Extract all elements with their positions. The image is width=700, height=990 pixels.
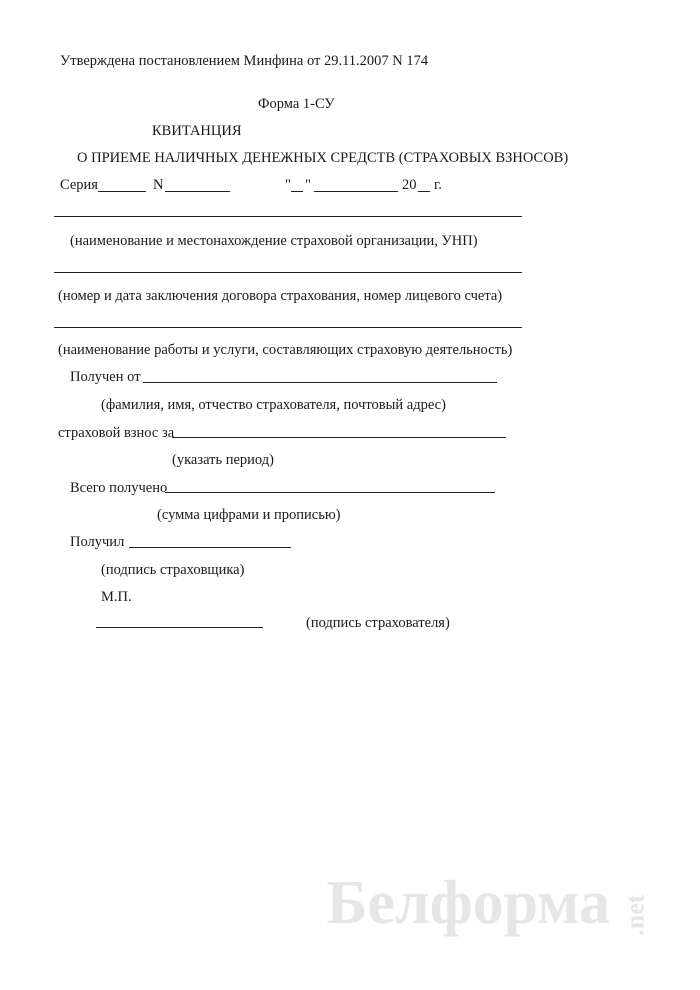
number-label: N: [153, 177, 164, 193]
series-label: Серия: [60, 177, 98, 193]
received-from-field[interactable]: [143, 382, 497, 383]
number-field[interactable]: [165, 191, 230, 192]
org-hint: (наименование и местонахождение страховой организации, УНП): [70, 233, 478, 249]
insured-signature-field[interactable]: [96, 627, 263, 628]
stamp-label: М.П.: [101, 589, 132, 605]
contract-hint: (номер и дата заключения договора страхования, номер лицевого счета): [58, 288, 503, 304]
document-subtitle: О ПРИЕМЕ НАЛИЧНЫХ ДЕНЕЖНЫХ СРЕДСТВ (СТРАХОВЫХ ВЗНОСОВ): [77, 150, 569, 166]
year-prefix: 20: [402, 177, 417, 193]
premium-for-label: страховой взнос за: [58, 425, 175, 441]
series-field[interactable]: [98, 191, 146, 192]
month-field[interactable]: [314, 191, 398, 192]
total-label: Всего получено: [70, 480, 168, 496]
document-title: КВИТАНЦИЯ: [152, 123, 242, 139]
received-from-label: Получен от: [70, 369, 141, 385]
activity-hint: (наименование работы и услуги, составляющих страховую деятельность): [58, 342, 513, 358]
insured-sign-hint: (подпись страхователя): [306, 615, 450, 631]
form-number: Форма 1-СУ: [258, 96, 335, 112]
sum-hint: (сумма цифрами и прописью): [157, 507, 341, 523]
day-field[interactable]: [291, 191, 303, 192]
year-field[interactable]: [418, 191, 430, 192]
quote-close: ": [305, 177, 311, 193]
watermark-suffix: .net: [620, 894, 650, 936]
insurer-signature-field[interactable]: [129, 547, 291, 548]
approval-note: Утверждена постановлением Минфина от 29.11.2007 N 174: [60, 53, 429, 69]
year-suffix: г.: [434, 177, 442, 193]
quote-open: ": [285, 177, 291, 193]
org-field[interactable]: [54, 216, 522, 217]
premium-period-field[interactable]: [172, 437, 506, 438]
total-field[interactable]: [165, 492, 495, 493]
watermark-logo: Белформа: [326, 869, 610, 937]
contract-field[interactable]: [54, 272, 522, 273]
insurer-sign-hint: (подпись страховщика): [101, 562, 245, 578]
period-hint: (указать период): [172, 452, 274, 468]
activity-field[interactable]: [54, 327, 522, 328]
payer-hint: (фамилия, имя, отчество страхователя, почтовый адрес): [101, 397, 446, 413]
received-by-label: Получил: [70, 534, 125, 550]
